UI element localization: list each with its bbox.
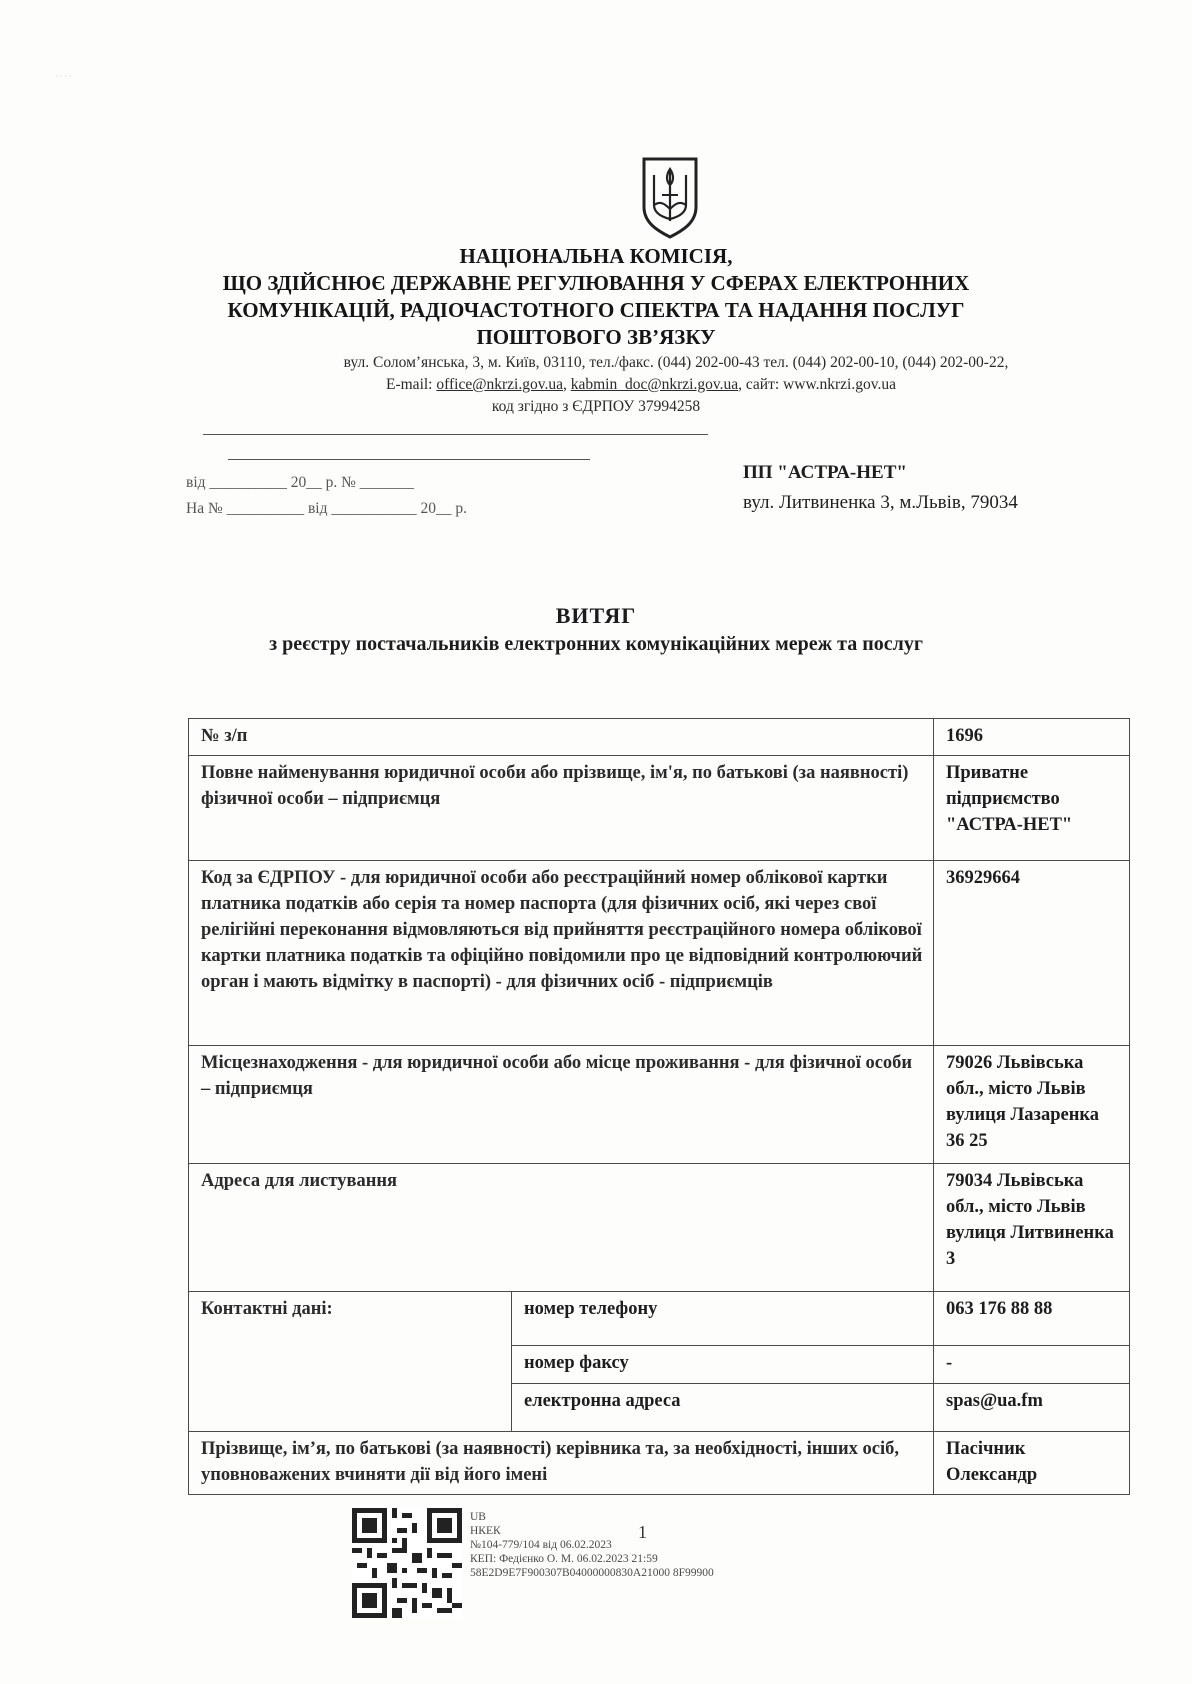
header-rule bbox=[203, 434, 708, 435]
row-value: 36929664 bbox=[934, 861, 1130, 1046]
stamp-line: №104-779/104 від 06.02.2023 bbox=[470, 1539, 612, 1551]
org-line: НАЦІОНАЛЬНА КОМІСІЯ, bbox=[459, 244, 733, 268]
fax-value: - bbox=[934, 1346, 1130, 1384]
contacts-label: Контактні дані: bbox=[189, 1292, 512, 1432]
organization-name bbox=[0, 243, 1192, 351]
stamp-line: НКЕК bbox=[470, 1525, 501, 1537]
head-label: Прізвище, ім’я, по батькові (за наявності) керівника та, за необхідності, інших осіб, уповноважених вчиняти дії від його імені bbox=[189, 1432, 934, 1495]
org-line: ПОШТОВОГО ЗВ’ЯЗКУ bbox=[476, 325, 716, 349]
organization-contacts bbox=[0, 352, 1192, 418]
table-row bbox=[189, 1432, 1130, 1495]
row-value: Приватне підприємство "АСТРА-НЕТ" bbox=[934, 756, 1130, 861]
registry-table bbox=[188, 718, 1130, 1495]
recipient-block bbox=[743, 458, 1018, 518]
document-heading: ВИТЯГ bbox=[555, 603, 637, 628]
org-edrpou: код згідно з ЄДРПОУ 37994258 bbox=[491, 398, 701, 415]
row-label: Повне найменування юридичної особи або прізвище, ім'я, по батькові (за наявності) фізичної особи – підприємця bbox=[189, 756, 934, 861]
stamp-line: UB bbox=[470, 1511, 486, 1523]
head-value: Пасічник Олександр bbox=[934, 1432, 1130, 1495]
recipient-address: вул. Литвиненка 3, м.Львів, 79034 bbox=[743, 492, 1018, 513]
org-address: вул. Солом’янська, 3, м. Київ, 03110, тел./факс. (044) 202-00-43 тел. (044) 202-00-10, (044) 202-00-22, bbox=[343, 354, 1009, 371]
table-row bbox=[189, 861, 1130, 1046]
table-row bbox=[189, 756, 1130, 861]
incoming-reference: На № __________ від ___________ 20__ р. bbox=[186, 500, 467, 517]
coat-of-arms-icon bbox=[640, 155, 700, 239]
row-value: 1696 bbox=[934, 719, 1130, 756]
stamp-line: 58E2D9E7F900307B04000000830A21000 8F99900 bbox=[470, 1567, 714, 1579]
stamp-line: КЕП: Федієнко О. М. 06.02.2023 21:59 bbox=[470, 1553, 658, 1565]
phone-value: 063 176 88 88 bbox=[934, 1292, 1130, 1346]
row-value: 79026 Львівська обл., місто Львів вулиця Лазаренка 36 25 bbox=[934, 1046, 1130, 1164]
table-row bbox=[189, 1164, 1130, 1292]
email-prefix: E-mail: bbox=[386, 376, 437, 393]
signature-stamp bbox=[470, 1510, 714, 1580]
qr-code bbox=[352, 1508, 462, 1618]
outgoing-reference: від __________ 20__ р. № _______ bbox=[186, 474, 415, 491]
site-text: , сайт: www.nkrzi.gov.ua bbox=[738, 376, 896, 393]
office-email-link[interactable]: office@nkrzi.gov.ua bbox=[436, 376, 563, 393]
row-value: 79034 Львівська обл., місто Львів вулиця Литвиненка 3 bbox=[934, 1164, 1130, 1292]
document-title bbox=[0, 603, 1192, 656]
reference-block bbox=[186, 470, 467, 522]
document-subheading: з реєстру постачальників електронних комунікаційних мереж та послуг bbox=[269, 633, 923, 655]
table-row bbox=[189, 1292, 1130, 1346]
header-rule-short bbox=[228, 459, 590, 460]
row-label: Місцезнаходження - для юридичної особи або місце проживання - для фізичної особи – підприємця bbox=[189, 1046, 934, 1164]
row-label: Код за ЄДРПОУ - для юридичної особи або реєстраційний номер облікової картки платника податків або серія та номер паспорта (для фізичних осіб, які через свої релігійні переконання відмовляються від прийняття реєстраційного номера облікової картки платника податків та офіційно повідомили про це відповідний контролюючий орган і мають відмітку в паспорті) - для фізичних осіб - підприємців bbox=[189, 861, 934, 1046]
page-number: 1 bbox=[638, 1522, 647, 1542]
fax-label: номер факсу bbox=[512, 1346, 934, 1384]
email-separator: , bbox=[562, 376, 571, 393]
email-label: електронна адреса bbox=[512, 1384, 934, 1432]
org-line: ЩО ЗДІЙСНЮЄ ДЕРЖАВНЕ РЕГУЛЮВАННЯ У СФЕРАХ ЕЛЕКТРОННИХ bbox=[222, 271, 970, 295]
table-row bbox=[189, 1046, 1130, 1164]
recipient-name: ПП "АСТРА-НЕТ" bbox=[743, 462, 907, 483]
email-value: spas@ua.fm bbox=[934, 1384, 1130, 1432]
row-label: Адреса для листування bbox=[189, 1164, 934, 1292]
row-label: № з/п bbox=[189, 719, 934, 756]
kabmin-email-link[interactable]: kabmin_doc@nkrzi.gov.ua bbox=[570, 376, 739, 393]
scan-artifact: · · · · bbox=[55, 72, 72, 81]
phone-label: номер телефону bbox=[512, 1292, 934, 1346]
org-line: КОМУНІКАЦІЙ, РАДІОЧАСТОТНОГО СПЕКТРА ТА НАДАННЯ ПОСЛУГ bbox=[227, 298, 965, 322]
org-email-line bbox=[0, 374, 1192, 396]
table-row bbox=[189, 719, 1130, 756]
